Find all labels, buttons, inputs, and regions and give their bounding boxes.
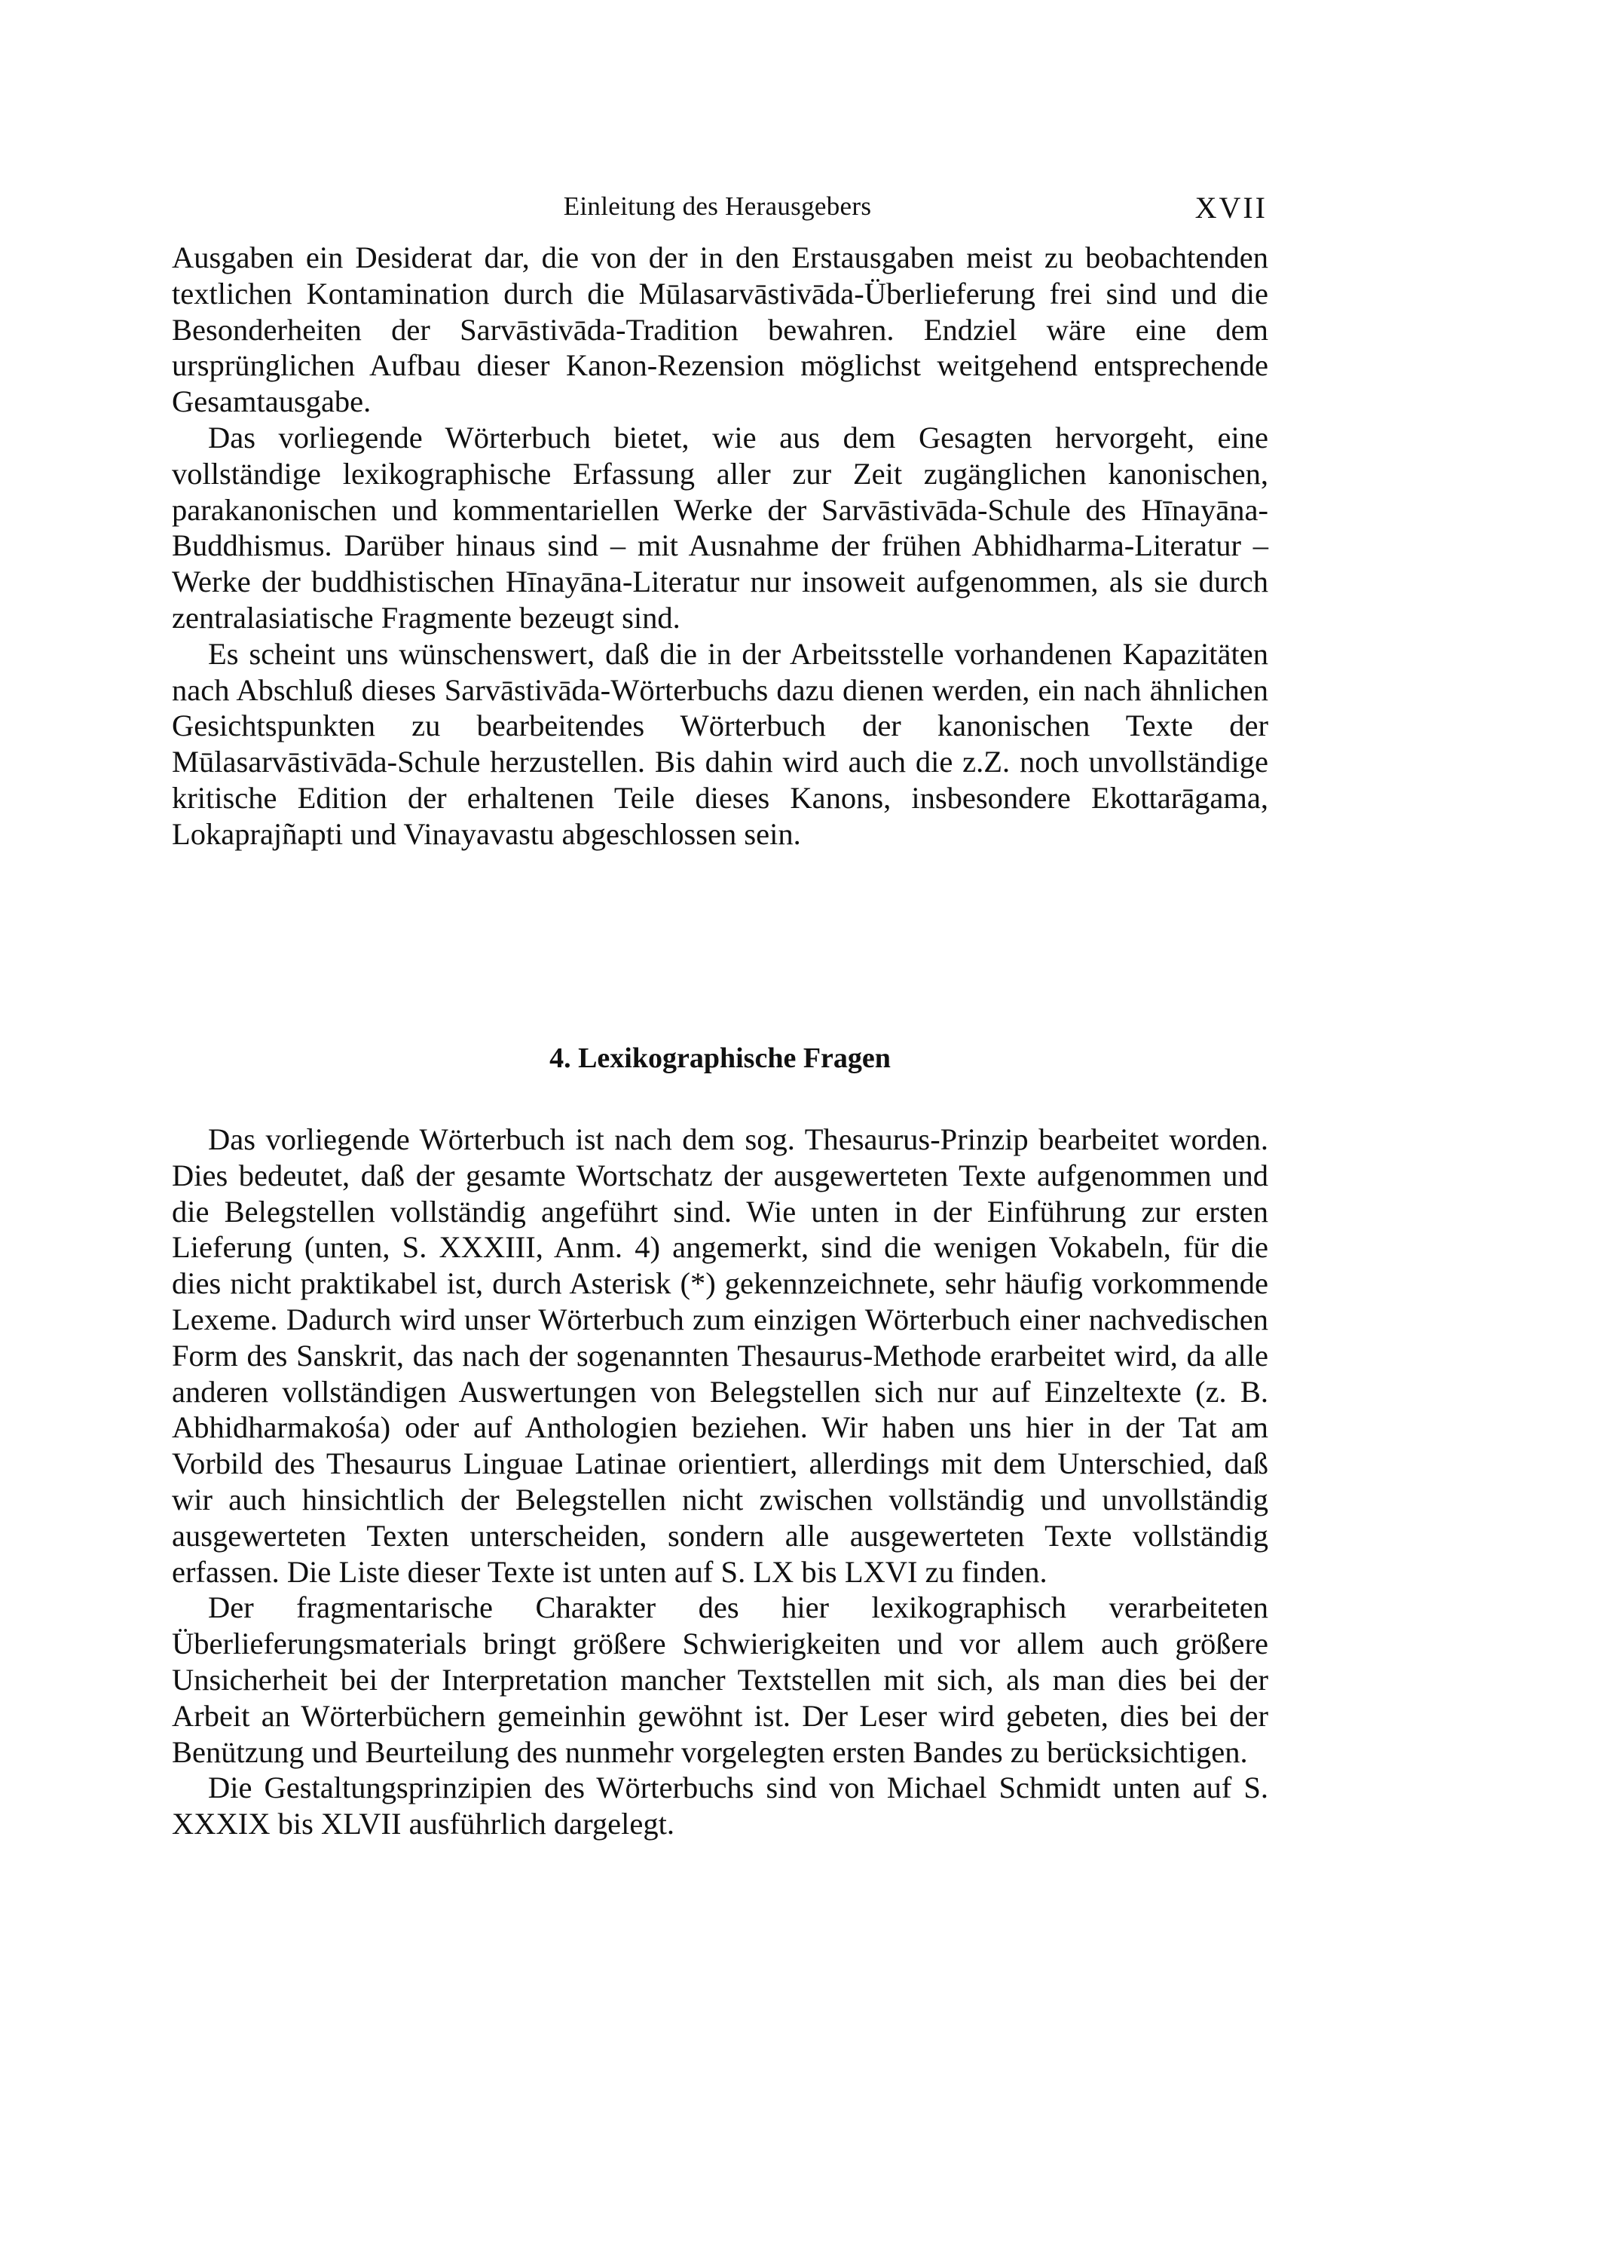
section-heading: 4. Lexikographische Fragen	[549, 1042, 891, 1074]
paragraph: Ausgaben ein Desiderat dar, die von der in den Erstausgaben meist zu beobachtenden textlichen Kontamination durch die Mūlasarvāstivāda-Überlieferung frei sind und die Besonderheiten der Sarvāstivāda-Tradition bewahren. Endziel wäre eine dem ursprünglichen Aufbau dieser Kanon-Rezension möglichst weitgehend entsprechende Gesamtausgabe.	[172, 240, 1268, 419]
running-title: Einleitung des Herausgebers	[563, 191, 872, 221]
paragraph: Die Gestaltungsprinzipien des Wörterbuchs sind von Michael Schmidt unten auf S. XXXIX bis XLVII ausführlich dargelegt.	[172, 1771, 1268, 1841]
paragraph: Es scheint uns wünschenswert, daß die in der Arbeitsstelle vorhandenen Kapazitäten nach Abschluß dieses Sarvāstivāda-Wörterbuchs dazu dienen werden, ein nach ähnlichen Gesichtspunkten zu bearbeitendes Wörterbuch der kanonischen Texte der Mūlasarvāstivāda-Schule herzustellen. Bis dahin wird auch die z.Z. noch unvollständige kritische Edition der erhaltenen Teile dieses Kanons, insbesondere Ekottarāgama, Lokaprajñapti und Vinayavastu abgeschlossen sein.	[172, 636, 1268, 851]
paragraph: Das vorliegende Wörterbuch ist nach dem sog. Thesaurus-Prinzip bearbeitet worden. Dies bedeutet, daß der gesamte Wortschatz der ausgewerteten Texte aufgenommen und die Belegstellen vollständig angeführt sind. Wie unten in der Einführung zur ersten Lieferung (unten, S. XXXIII, Anm. 4) angemerkt, sind die wenigen Vokabeln, für die dies nicht praktikabel ist, durch Asterisk (*) gekennzeichnete, sehr häufig vorkommende Lexeme. Dadurch wird unser Wörterbuch zum einzigen Wörterbuch einer nachvedischen Form des Sanskrit, das nach der sogenannten Thesaurus-Methode erarbeitet wird, da alle anderen vollständigen Auswertungen von Belegstellen sich nur auf Einzeltexte (z. B. Abhidharmakośa) oder auf Anthologien beziehen. Wir haben uns hier in der Tat am Vorbild des Thesaurus Linguae Latinae orientiert, allerdings mit dem Unterschied, daß wir auch hinsichtlich der Belegstellen nicht zwischen vollständig und unvollständig ausgewerteten Texten unterscheiden, sondern alle ausgewerteten Texte vollständig erfassen. Die Liste dieser Texte ist unten auf S. LX bis LXVI zu finden.	[172, 1122, 1268, 1589]
paragraph: Der fragmentarische Charakter des hier lexikographisch verarbeiteten Überlieferungsmaterials bringt größere Schwierigkeiten und vor allem auch größere Unsicherheit bei der Interpretation mancher Textstellen mit sich, als man dies bei der Arbeit an Wörterbüchern gemeinhin gewöhnt ist. Der Leser wird gebeten, dies bei der Benützung und Beurteilung des nunmehr vorgelegten ersten Bandes zu berücksichtigen.	[172, 1590, 1268, 1769]
section-2-text	[172, 1122, 1268, 1842]
paragraph: Das vorliegende Wörterbuch bietet, wie aus dem Gesagten hervorgeht, eine vollständige lexikographische Erfassung aller zur Zeit zugänglichen kanonischen, parakanonischen und kommentariellen Werke der Sarvāstivāda-Schule des Hīnayāna-Buddhismus. Darüber hinaus sind – mit Ausnahme der frühen Abhidharma-Literatur – Werke der buddhistischen Hīnayāna-Literatur nur insoweit aufgenommen, als sie durch zentralasiatische Fragmente bezeugt sind.	[172, 420, 1268, 635]
section-1-text	[172, 240, 1268, 852]
running-head	[167, 184, 1268, 229]
page-number: XVII	[1194, 191, 1268, 225]
